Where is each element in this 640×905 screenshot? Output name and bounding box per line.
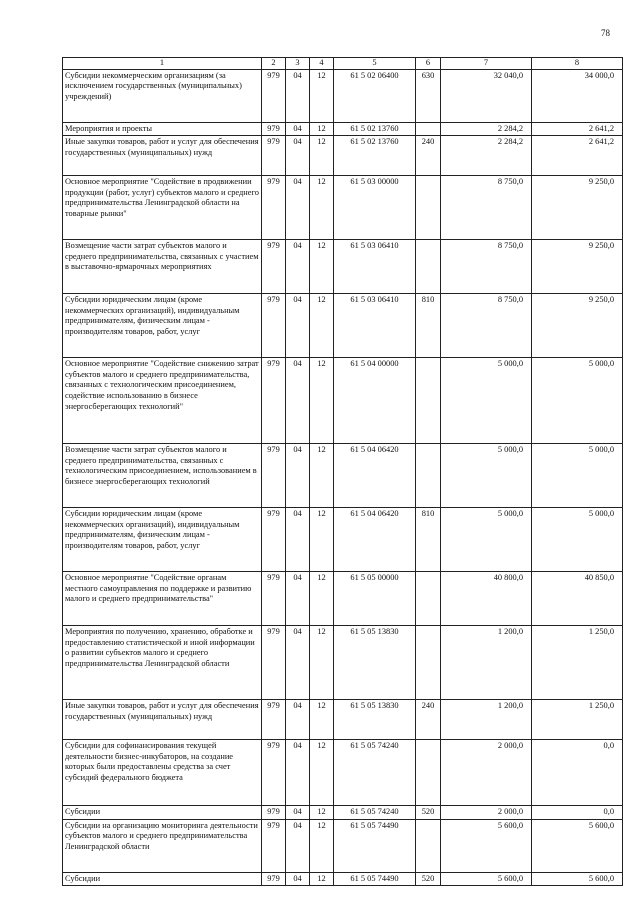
row-grbs: 979 bbox=[262, 626, 286, 700]
row-amount-year2: 2 641,2 bbox=[532, 136, 623, 176]
row-name: Иные закупки товаров, работ и услуг для обеспечения государственных (муниципальных) нужд bbox=[63, 136, 262, 176]
table-row bbox=[63, 740, 623, 806]
row-section: 04 bbox=[286, 626, 310, 700]
row-expense-type bbox=[416, 740, 441, 806]
row-name: Основное мероприятие "Содействие снижению затрат субъектов малого и среднего предпринимательства, связанных с технологическим присоединением, содействие использованию в бизнесе энергосберегающих технологий" bbox=[63, 358, 262, 444]
row-section: 04 bbox=[286, 572, 310, 626]
row-amount-year1: 1 200,0 bbox=[441, 626, 532, 700]
row-section: 04 bbox=[286, 740, 310, 806]
header-cell: 8 bbox=[532, 58, 623, 70]
row-target-code: 61 5 03 00000 bbox=[334, 176, 416, 240]
table-row bbox=[63, 122, 623, 136]
row-section: 04 bbox=[286, 806, 310, 820]
row-name: Возмещение части затрат субъектов малого и среднего предпринимательства, связанных с участием в выставочно-ярмарочных мероприятиях bbox=[63, 240, 262, 294]
row-expense-type bbox=[416, 626, 441, 700]
row-target-code: 61 5 05 13830 bbox=[334, 700, 416, 740]
table-row bbox=[63, 240, 623, 294]
row-expense-type bbox=[416, 819, 441, 872]
row-subsection: 12 bbox=[310, 819, 334, 872]
row-expense-type: 810 bbox=[416, 294, 441, 358]
row-section: 04 bbox=[286, 819, 310, 872]
row-subsection: 12 bbox=[310, 240, 334, 294]
row-amount-year1: 5 000,0 bbox=[441, 444, 532, 508]
row-grbs: 979 bbox=[262, 872, 286, 886]
budget-table bbox=[62, 57, 623, 886]
table-row bbox=[63, 136, 623, 176]
row-expense-type: 240 bbox=[416, 700, 441, 740]
row-amount-year2: 9 250,0 bbox=[532, 240, 623, 294]
row-amount-year2: 34 000,0 bbox=[532, 69, 623, 122]
row-grbs: 979 bbox=[262, 700, 286, 740]
row-amount-year2: 5 600,0 bbox=[532, 819, 623, 872]
row-expense-type: 240 bbox=[416, 136, 441, 176]
row-subsection: 12 bbox=[310, 176, 334, 240]
header-cell: 3 bbox=[286, 58, 310, 70]
row-subsection: 12 bbox=[310, 626, 334, 700]
row-name: Субсидии bbox=[63, 872, 262, 886]
row-section: 04 bbox=[286, 240, 310, 294]
row-expense-type: 520 bbox=[416, 806, 441, 820]
row-section: 04 bbox=[286, 444, 310, 508]
header-cell: 2 bbox=[262, 58, 286, 70]
row-target-code: 61 5 05 74490 bbox=[334, 872, 416, 886]
row-amount-year1: 2 284,2 bbox=[441, 122, 532, 136]
row-name: Субсидии на организацию мониторинга деятельности субъектов малого и среднего предпринимательства Ленинградской области bbox=[63, 819, 262, 872]
row-name: Субсидии юридическим лицам (кроме некоммерческих организаций), индивидуальным предпринимателям, физическим лицам - производителям товаров, работ, услуг bbox=[63, 294, 262, 358]
row-name: Субсидии bbox=[63, 806, 262, 820]
header-cell: 6 bbox=[416, 58, 441, 70]
row-section: 04 bbox=[286, 294, 310, 358]
table-row bbox=[63, 872, 623, 886]
row-grbs: 979 bbox=[262, 122, 286, 136]
row-expense-type: 520 bbox=[416, 872, 441, 886]
header-cell: 1 bbox=[63, 58, 262, 70]
row-amount-year2: 9 250,0 bbox=[532, 294, 623, 358]
row-grbs: 979 bbox=[262, 444, 286, 508]
row-target-code: 61 5 03 06410 bbox=[334, 240, 416, 294]
row-expense-type bbox=[416, 176, 441, 240]
row-subsection: 12 bbox=[310, 806, 334, 820]
row-subsection: 12 bbox=[310, 69, 334, 122]
header-cell: 7 bbox=[441, 58, 532, 70]
row-grbs: 979 bbox=[262, 740, 286, 806]
row-amount-year1: 8 750,0 bbox=[441, 240, 532, 294]
row-target-code: 61 5 04 00000 bbox=[334, 358, 416, 444]
header-cell: 4 bbox=[310, 58, 334, 70]
row-expense-type bbox=[416, 122, 441, 136]
row-subsection: 12 bbox=[310, 358, 334, 444]
row-expense-type bbox=[416, 240, 441, 294]
row-grbs: 979 bbox=[262, 819, 286, 872]
row-amount-year2: 0,0 bbox=[532, 806, 623, 820]
row-amount-year1: 8 750,0 bbox=[441, 294, 532, 358]
table-row bbox=[63, 69, 623, 122]
table-row bbox=[63, 444, 623, 508]
row-subsection: 12 bbox=[310, 136, 334, 176]
row-target-code: 61 5 04 06420 bbox=[334, 444, 416, 508]
row-amount-year2: 5 600,0 bbox=[532, 872, 623, 886]
row-section: 04 bbox=[286, 700, 310, 740]
row-name: Возмещение части затрат субъектов малого и среднего предпринимательства, связанных с технологическим присоединением, использованием в бизнесе энергосберегающих технологий bbox=[63, 444, 262, 508]
row-subsection: 12 bbox=[310, 572, 334, 626]
row-amount-year1: 32 040,0 bbox=[441, 69, 532, 122]
row-section: 04 bbox=[286, 508, 310, 572]
table-row bbox=[63, 700, 623, 740]
row-subsection: 12 bbox=[310, 700, 334, 740]
table-row bbox=[63, 176, 623, 240]
row-name: Основное мероприятие "Содействие в продвижении продукции (работ, услуг) субъектов малого и среднего предпринимательства Ленинградской области на товарные рынки" bbox=[63, 176, 262, 240]
row-target-code: 61 5 05 13830 bbox=[334, 626, 416, 700]
row-amount-year2: 5 000,0 bbox=[532, 358, 623, 444]
row-section: 04 bbox=[286, 136, 310, 176]
row-name: Иные закупки товаров, работ и услуг для обеспечения государственных (муниципальных) нужд bbox=[63, 700, 262, 740]
row-name: Субсидии для софинансирования текущей деятельности бизнес-инкубаторов, на создание которых были предоставлены средства за счет субсидий федерального бюджета bbox=[63, 740, 262, 806]
row-subsection: 12 bbox=[310, 444, 334, 508]
row-amount-year1: 2 000,0 bbox=[441, 806, 532, 820]
row-subsection: 12 bbox=[310, 508, 334, 572]
row-amount-year1: 1 200,0 bbox=[441, 700, 532, 740]
row-expense-type: 630 bbox=[416, 69, 441, 122]
row-amount-year1: 5 600,0 bbox=[441, 819, 532, 872]
row-amount-year2: 5 000,0 bbox=[532, 444, 623, 508]
row-grbs: 979 bbox=[262, 572, 286, 626]
row-section: 04 bbox=[286, 122, 310, 136]
table-row bbox=[63, 626, 623, 700]
row-name: Основное мероприятие "Содействие органам местного самоуправления по поддержке и развитию малого и среднего предпринимательства" bbox=[63, 572, 262, 626]
row-name: Субсидии юридическим лицам (кроме некоммерческих организаций), индивидуальным предпринимателям, физическим лицам - производителям товаров, работ, услуг bbox=[63, 508, 262, 572]
row-amount-year1: 8 750,0 bbox=[441, 176, 532, 240]
row-subsection: 12 bbox=[310, 872, 334, 886]
row-target-code: 61 5 05 74490 bbox=[334, 819, 416, 872]
row-expense-type bbox=[416, 444, 441, 508]
row-name: Мероприятия по получению, хранению, обработке и предоставлению статистической и иной информации о развитии субъектов малого и среднего предпринимательства Ленинградской области bbox=[63, 626, 262, 700]
row-amount-year1: 5 600,0 bbox=[441, 872, 532, 886]
header-cell: 5 bbox=[334, 58, 416, 70]
row-target-code: 61 5 02 13760 bbox=[334, 136, 416, 176]
row-amount-year2: 1 250,0 bbox=[532, 626, 623, 700]
row-amount-year2: 0,0 bbox=[532, 740, 623, 806]
row-grbs: 979 bbox=[262, 294, 286, 358]
row-grbs: 979 bbox=[262, 806, 286, 820]
row-target-code: 61 5 05 74240 bbox=[334, 806, 416, 820]
row-grbs: 979 bbox=[262, 136, 286, 176]
row-expense-type bbox=[416, 572, 441, 626]
row-amount-year2: 2 641,2 bbox=[532, 122, 623, 136]
row-grbs: 979 bbox=[262, 240, 286, 294]
row-target-code: 61 5 05 74240 bbox=[334, 740, 416, 806]
row-name: Мероприятия и проекты bbox=[63, 122, 262, 136]
row-subsection: 12 bbox=[310, 294, 334, 358]
row-target-code: 61 5 02 13760 bbox=[334, 122, 416, 136]
row-target-code: 61 5 02 06400 bbox=[334, 69, 416, 122]
table-row bbox=[63, 508, 623, 572]
row-name: Субсидии некоммерческим организациям (за исключением государственных (муниципальных) учреждений) bbox=[63, 69, 262, 122]
row-grbs: 979 bbox=[262, 176, 286, 240]
row-amount-year2: 1 250,0 bbox=[532, 700, 623, 740]
table-header-row bbox=[63, 58, 623, 70]
row-section: 04 bbox=[286, 176, 310, 240]
row-amount-year1: 5 000,0 bbox=[441, 358, 532, 444]
row-section: 04 bbox=[286, 69, 310, 122]
row-amount-year2: 5 000,0 bbox=[532, 508, 623, 572]
row-target-code: 61 5 03 06410 bbox=[334, 294, 416, 358]
row-amount-year2: 9 250,0 bbox=[532, 176, 623, 240]
row-subsection: 12 bbox=[310, 740, 334, 806]
row-expense-type: 810 bbox=[416, 508, 441, 572]
row-expense-type bbox=[416, 358, 441, 444]
row-amount-year1: 40 800,0 bbox=[441, 572, 532, 626]
table-row bbox=[63, 819, 623, 872]
page-number: 78 bbox=[601, 28, 610, 38]
table-row bbox=[63, 294, 623, 358]
table-row bbox=[63, 358, 623, 444]
row-amount-year1: 2 284,2 bbox=[441, 136, 532, 176]
row-grbs: 979 bbox=[262, 358, 286, 444]
row-target-code: 61 5 05 00000 bbox=[334, 572, 416, 626]
row-section: 04 bbox=[286, 358, 310, 444]
row-subsection: 12 bbox=[310, 122, 334, 136]
row-grbs: 979 bbox=[262, 508, 286, 572]
row-amount-year1: 2 000,0 bbox=[441, 740, 532, 806]
table-row bbox=[63, 806, 623, 820]
row-amount-year2: 40 850,0 bbox=[532, 572, 623, 626]
row-target-code: 61 5 04 06420 bbox=[334, 508, 416, 572]
row-grbs: 979 bbox=[262, 69, 286, 122]
table-row bbox=[63, 572, 623, 626]
row-section: 04 bbox=[286, 872, 310, 886]
row-amount-year1: 5 000,0 bbox=[441, 508, 532, 572]
